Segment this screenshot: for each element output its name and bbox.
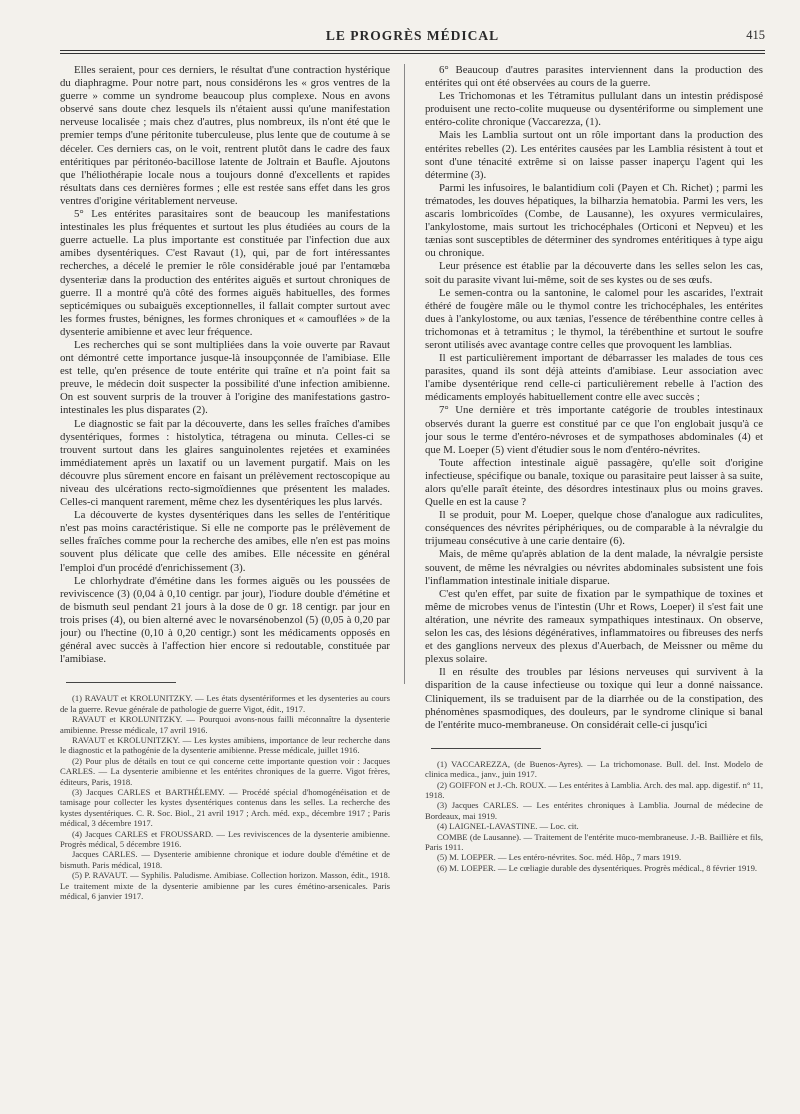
paragraph: Toute affection intestinale aiguë passagère, qu'elle soit d'origine infectieuse, spécifique ou banale, toxique ou parasitaire peut laisser à sa suite, alors qu'elle paraît éteinte, des désordres intestinaux plus ou moins graves. Quelle en est la cause ? xyxy=(425,456,763,509)
paragraph: Le semen-contra ou la santonine, le calomel pour les ascarides, l'extrait éthéré de fougère mâle ou le thymol contre les trichocéphales, les entérites dues à l'ankylostome, ou aux tænias, l'essence de térébenthine contre celles à trichomonas et à tetramitus ; le thymol, la térébenthine et surtout le soufre seront utilisés avec avantage contre celles que provoquent les lamblias. xyxy=(425,286,763,351)
header-rule-double xyxy=(60,53,765,54)
footnote: (4) Jacques CARLES et FROUSSARD. — Les reviviscences de la dysenterie amibienne. Progrès médical, 5 décembre 1916. xyxy=(60,828,390,849)
paragraph: 7° Une dernière et très importante catégorie de troubles intestinaux observés durant la guerre est constitué par ce que l'on englobait jusqu'à ce jour sous le terme d'entéro-névroses et de sympathoses abdominales (4) et que M. Loeper (5) vient d'étudier sous le nom d'entéro-névrites. xyxy=(425,404,763,456)
footnote: COMBE (de Lausanne). — Traitement de l'entérite muco-membraneuse. J.-B. Baillière et fils, Paris 1911. xyxy=(425,831,763,853)
footnote: (3) Jacques CARLES et BARTHÉLEMY. — Procédé spécial d'homogénéisation et de tamisage pour collecter les kystes dysentériques contenus dans les selles. La recherche des kystes dysentériques. C. R. Soc. Biol., 21 avril 1917 ; Arch. méd. exp., décembre 1917 ; Paris médical, 3 décembre 1917. xyxy=(60,786,390,829)
left-column xyxy=(60,64,390,1099)
journal-title: LE PROGRÈS MÉDICAL xyxy=(325,28,500,43)
page-number: 415 xyxy=(746,28,765,42)
footnote: (5) P. RAVAUT. — Syphilis. Paludisme. Amibiase. Collection horizon. Masson, édit., 1918. Le traitement mixte de la dysenterie amibienne par les cures émétino-arsenicales. Paris médical, 6 janvier 1917. xyxy=(60,870,390,902)
footnote: (4) LAIGNEL-LAVASTINE. — Loc. cit. xyxy=(437,821,579,832)
footnote: (3) Jacques CARLES. — Les entérites chroniques à Lamblia. Journal de médecine de Bordeaux, mai 1919. xyxy=(425,800,763,821)
footnote-rule xyxy=(431,748,541,749)
footnote: (5) M. LOEPER. — Les entéro-névrites. Soc. méd. Hôp., 7 mars 1919. xyxy=(437,852,682,863)
paragraph: La découverte de kystes dysentériques dans les selles de l'entéritique n'est pas moins caractéristique. Si elle ne comporte pas le prélèvement de selles fraîches comme pour la recherche des amibes, elle n'en est pas moins souvent plus délicate que celle des amibes. Elle nécessite en général l'emploi d'un procédé d'enrichissement (3). xyxy=(60,509,390,574)
paragraph: Elles seraient, pour ces derniers, le résultat d'une contraction hystérique du diaphragme. Pour notre part, nous considérons les « gros ventres de la guerre » comme un syndrome beaucoup plus complexe. Nous en avons observé sans doute chez lesquels ils n'étaient aussi qu'une manifestation nerveuse localisée ; mais chez d'autres, plus nombreux, ils n'ont été que le premier temps d'une péritonite tuberculeuse, plus lente que de coutume à se déceler. Ces derniers cas, on le voit, rentrent plutôt dans le cadre des faux entéritiques par péritonéo-bacillose latente de Joltrain et Baufle. Ajoutons que l'héliothérapie locale nous a toujours donné d'excellents et rapides résultats dans ces dernières formes ; elle est restée sans effet dans les gros ventres d'origine véritablement nerveuse. xyxy=(60,64,390,207)
paragraph: Parmi les infusoires, le balantidium coli (Payen et Ch. Richet) ; parmi les trématodes, les douves hépatiques, la bilharzia hematobia. Parmi les vers, les ascaris lombricoïdes (Combe, de Lausanne), les oxyures vermiculaires, l'ankylostome, mais surtout les trichocéphales (Orticoni et Nepveu) et les tænias sont susceptibles de déterminer des syndromes entéritiques à type aigu ou chronique. xyxy=(425,181,763,260)
paragraph: 5° Les entérites parasitaires sont de beaucoup les manifestations intestinales les plus fréquentes et surtout les plus étudiées au cours de la guerre actuelle. La plus importante est constituée par l'infection due aux amibes dysentériques. C'est Ravaut (1), qui, par de fort intéressantes recherches, a décelé le premier le rôle considérable joué par l'entamœba dysenteriæ dans la production des entérites aiguës et surtout chroniques de guerre. Il a montré qu'à côté des formes aiguës habituelles, des formes septicémiques ou subaiguës exceptionnelles, il fallait compter surtout avec les formes frustes, bénignes, les formes chroniques et « camouflées » de la dysenterie amibienne et avec leur fréquence. xyxy=(60,208,390,338)
paragraph: Mais les Lamblia surtout ont un rôle important dans la production des entérites rebelles (2). Les entérites causées par les Lamblia résistent à tout et sont d'une ténacité extrême si on laisse passer inaperçu l'agent qui les détermine (3). xyxy=(425,129,763,181)
paragraph: Mais, de même qu'après ablation de la dent malade, la névralgie persiste souvent, de même les névralgies ou névrites abdominales subsistent une fois l'inflammation intestinale initiale disparue. xyxy=(425,548,763,587)
paragraph: Leur présence est établie par la découverte dans les selles selon les cas, soit du parasite vivant lui-même, soit de ses kystes ou de ses œufs. xyxy=(425,260,763,286)
paragraph: 6° Beaucoup d'autres parasites interviennent dans la production des entérites qui ont été observées au cours de la guerre. xyxy=(425,64,763,90)
footnote: RAVAUT et KROLUNITZKY. — Pourquoi avons-nous failli méconnaître la dysenterie amibienne. Presse médicale, 17 avril 1916. xyxy=(60,714,390,735)
footnote: (2) GOIFFON et J.-Ch. ROUX. — Les entérites à Lamblia. Arch. des mal. app. digestif. n° 11, 1918. xyxy=(425,779,763,800)
paragraph: Il se produit, pour M. Loeper, quelque chose d'analogue aux radiculites, conséquences des névrites périphériques, ou de comparable à la névralgie du trijumeau consécutive à une carie dentaire (6). xyxy=(425,509,763,548)
footnote: (1) VACCAREZZA, (de Buenos-Ayres). — La trichomonase. Bull. del. Inst. Modelo de clinica medica., janv., juin 1917. xyxy=(425,758,763,780)
footnote: Jacques CARLES. — Dysenterie amibienne chronique et iodure double d'émétine et de bismuth. Paris médical, 1918. xyxy=(60,849,390,870)
footnote: RAVAUT et KROLUNITZKY. — Les kystes amibiens, importance de leur recherche dans le diagnostic et la pathogénie de la dysenterie amibienne. Presse médicale, juillet 1916. xyxy=(60,734,390,756)
column-divider xyxy=(404,64,405,684)
paragraph: Le chlorhydrate d'émétine dans les formes aiguës ou les poussées de reviviscence (3) (0,04 à 0,10 centigr. par jour), l'iodure double d'émétine et de bismuth seul pendant 21 jours à la dose de 0 gr. 18 centigr. par jour en trois prises (4), ou bien alterné avec le novarsénobenzol (5) (0,05 à 0,20 par jour) ou l'hectine (0,10 à 0,20 centigr.) sont les médicaments opposés en général avec succès à l'affection hier encore si redoutable, constituée par l'amibiase. xyxy=(60,574,390,666)
footnote: (2) Pour plus de détails en tout ce qui concerne cette importante question voir : Jacques CARLES. — La dysenterie amibienne et les entérites chroniques de la guerre. Vigot frères, éditeurs, Paris, 1918. xyxy=(60,755,390,787)
paragraph: Les Trichomonas et les Tétramitus pullulant dans un intestin prédisposé produisent une recto-colite muqueuse ou dysentériforme ou simplement une entéro-colite chronique (Vaccarezza, (1). xyxy=(425,90,763,129)
footnotes xyxy=(425,759,763,873)
footnote: (1) RAVAUT et KROLUNITZKY. — Les états dysentériformes et les dysenteries au cours de la guerre. Revue générale de pathologie de guerre Vigot, édit., 1917. xyxy=(60,693,390,714)
footnote: (6) M. LOEPER. — Le cœliagie durable des dysentériques. Progrès médical., 8 février 1919. xyxy=(437,862,758,873)
right-column xyxy=(425,64,763,1099)
paragraph: C'est qu'en effet, par suite de fixation par le sympathique de toxines et même de microbes venus de l'intestin (Uhr et Rows, Loeper) il s'est fait une altération, une névrite des rameaux sympathiques intestinaux. On observe, selon les cas, des lésions dégénératives, inflammatoires ou fibreuses des nerfs et des ganglions nerveux des plexus d'Auerbach, de Meissner ou même du plexus solaire. xyxy=(425,587,763,666)
running-header xyxy=(60,26,765,48)
footnote-rule xyxy=(66,682,176,683)
paragraph: Il est particulièrement important de débarrasser les malades de tous ces parasites, quand ils sont déjà atteints d'amibiase. Leur association avec l'amibe dysentérique rend celle-ci particulièrement rebelle à l'action des médicaments employés habituellement contre elle avec succès ; xyxy=(425,352,763,404)
footnotes xyxy=(60,693,390,901)
paragraph: Les recherches qui se sont multipliées dans la voie ouverte par Ravaut ont démontré cette importance jusque-là insoupçonnée de l'amibiase. Elle est telle, qu'en présence de toute entérite qui traîne et n'a point fait sa preuve, le médecin doit suspecter la possibilité d'une infection amibienne. On est souvent surpris de la trouver à l'origine des manifestations gastro-intestinales les plus disparates (2). xyxy=(60,338,390,417)
paragraph: Il en résulte des troubles par lésions nerveuses qui survivent à la disparition de la cause infectieuse ou toxique qui leur a donné naissance. Cliniquement, ils se traduisent par de la diarrhée ou de la constipation, des phénomènes spasmodiques, des douleurs, par le syndrome clinique si banal de l'entérite muco-membraneuse. On considérait celle-ci jusqu'ici xyxy=(425,666,763,731)
paragraph: Le diagnostic se fait par la découverte, dans les selles fraîches d'amibes dysentériques, formes : histolytica, tétragena ou minuta. Celles-ci se trouvent surtout dans les glaires sanguinolentes rejetées et examinées immédiatement après un laxatif ou un lavement purgatif. Mais on les découvre plus sûrement encore en faisant un prélèvement rectoscopique au niveau des ulcérations recto-sigmoïdiennes que présentent les malades. Celles-ci manquent rarement, même chez les dysentériques les plus larvés. xyxy=(60,417,390,509)
header-rule xyxy=(60,50,765,51)
